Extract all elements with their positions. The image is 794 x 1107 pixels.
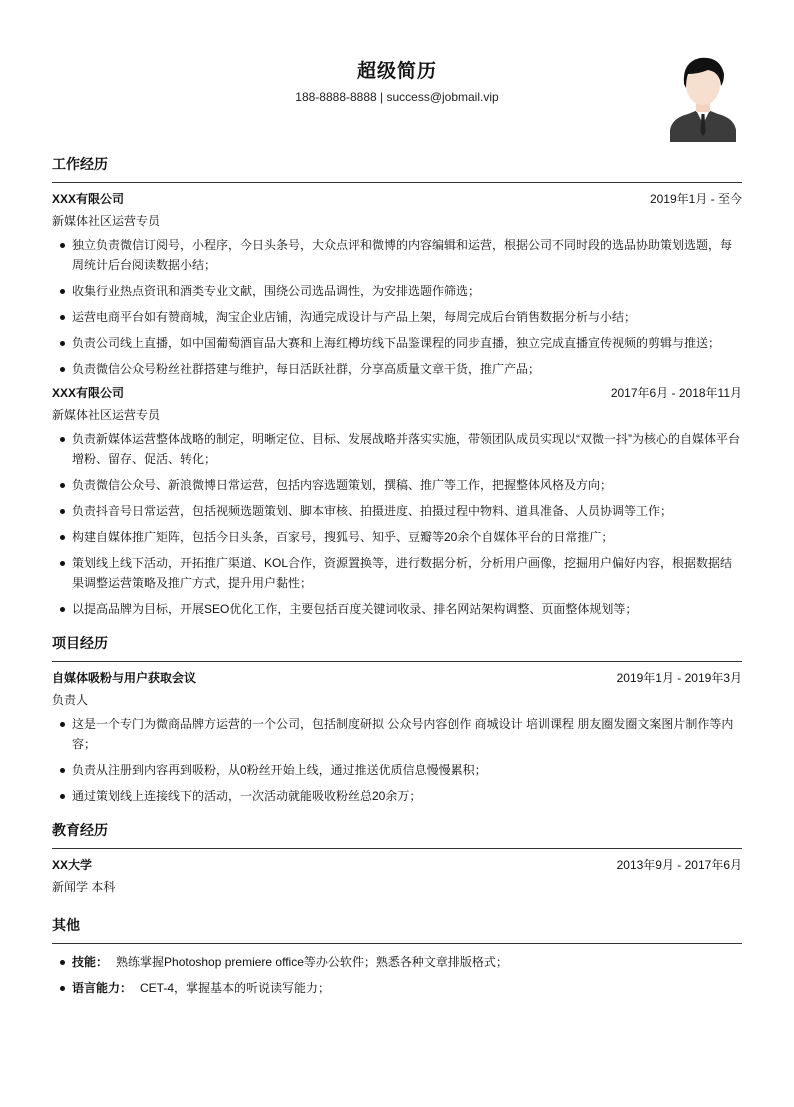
other-section — [52, 915, 742, 998]
contact-info: 188-8888-8888 | success@jobmail.vip — [295, 90, 499, 104]
list-item: 收集行业热点资讯和酒类专业文献，围绕公司选品调性，为安排选题作筛选； — [52, 281, 742, 301]
school-name: XX大学 — [52, 858, 93, 872]
date-range: 2019年1月 - 2019年3月 — [616, 671, 742, 685]
list-item: 以提高品牌为目标，开展SEO优化工作，主要包括百度关键词收录、排名网站架构调整、页面整体规划等； — [52, 599, 742, 619]
company-name: XXX有限公司 — [52, 192, 125, 206]
list-item: 通过策划线上连接线下的活动，一次活动就能吸收粉丝总20余万； — [52, 786, 742, 806]
date-range: 2019年1月 - 至今 — [649, 192, 742, 206]
work-entry — [52, 385, 742, 619]
job-title: 新媒体社区运营专员 — [52, 214, 161, 228]
list-item: 负责新媒体运营整体战略的制定，明晰定位、目标、发展战略并落实实施，带领团队成员实现以“双微一抖”为核心的自媒体平台增粉、留存、促活、转化； — [52, 429, 742, 469]
list-item — [52, 978, 742, 998]
list-item: 策划线上线下活动，开拓推广渠道、KOL合作，资源置换等，进行数据分析，分析用户画像，挖掘用户偏好内容，根据数据结果调整运营策略及推广方式，提升用户黏性； — [52, 553, 742, 593]
section-title-education: 教育经历 — [52, 820, 742, 849]
section-title-other: 其他 — [52, 915, 742, 944]
list-item: 负责抖音号日常运营，包括视频选题策划、脚本审核、拍摄进度、拍摄过程中物料、道具准备、人员协调等工作； — [52, 501, 742, 521]
list-item: 负责微信公众号粉丝社群搭建与维护，每日活跃社群，分享高质量文章干货，推广产品； — [52, 359, 742, 379]
list-item: 这是一个专门为微商品牌方运营的一个公司，包括制度研拟 公众号内容创作 商城设计 培训课程 朋友圈发圈文案图片制作等内容； — [52, 714, 742, 754]
project-name: 自媒体吸粉与用户获取会议 — [52, 671, 197, 685]
list-item: 构建自媒体推广矩阵，包括今日头条，百家号，搜狐号、知乎、豆瓣等20余个自媒体平台的日常推广； — [52, 527, 742, 547]
resume-name: 超级简历 — [356, 61, 437, 82]
section-title-project: 项目经历 — [52, 633, 742, 662]
item-value: CET-4，掌握基本的听说读写能力； — [140, 981, 331, 995]
duty-list — [52, 235, 742, 379]
list-item: 运营电商平台如有赞商城，淘宝企业店铺，沟通完成设计与产品上架，每周完成后台销售数据分析与小结； — [52, 307, 742, 327]
work-entry — [52, 191, 742, 379]
list-item: 独立负责微信订阅号，小程序，今日头条号，大众点评和微博的内容编辑和运营，根据公司不同时段的选品协助策划选题，每周统计后台阅读数据小结； — [52, 235, 742, 275]
project-section — [52, 633, 742, 806]
list-item — [52, 952, 742, 972]
item-value: 熟练掌握Photoshop premiere office等办公软件；熟悉各种文章排版格式； — [116, 955, 508, 969]
major: 新闻学 本科 — [52, 880, 116, 894]
education-section — [52, 820, 742, 895]
resume-page — [52, 0, 742, 1004]
resume-header — [52, 0, 742, 150]
list-item: 负责微信公众号、新浪微博日常运营，包括内容选题策划，撰稿、推广等工作，把握整体风格及方向； — [52, 475, 742, 495]
list-item: 负责公司线上直播，如中国葡萄酒盲品大赛和上海红樽坊线下品鉴课程的同步直播，独立完成直播宣传视频的剪辑与推送； — [52, 333, 742, 353]
item-key: 语言能力： — [72, 981, 133, 995]
item-key: 技能： — [72, 955, 109, 969]
project-entry — [52, 670, 742, 806]
list-item: 负责从注册到内容再到吸粉，从0粉丝开始上线，通过推送优质信息慢慢累积； — [52, 760, 742, 780]
date-range: 2017年6月 - 2018年11月 — [610, 386, 742, 400]
company-name: XXX有限公司 — [52, 386, 125, 400]
date-range: 2013年9月 - 2017年6月 — [616, 858, 742, 872]
project-list — [52, 714, 742, 806]
other-list — [52, 952, 742, 998]
avatar — [668, 52, 738, 142]
work-section — [52, 154, 742, 619]
section-title-work: 工作经历 — [52, 154, 742, 183]
job-title: 新媒体社区运营专员 — [52, 408, 161, 422]
duty-list — [52, 429, 742, 619]
project-role: 负责人 — [52, 693, 89, 707]
